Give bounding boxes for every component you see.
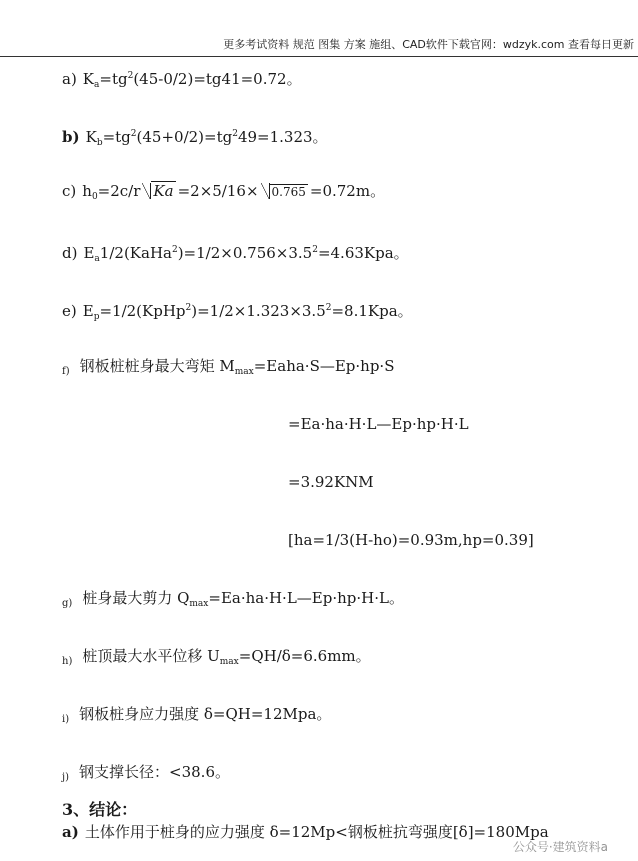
section-heading: 3、结论： bbox=[62, 800, 138, 819]
item-label: a) bbox=[62, 823, 79, 841]
sqrt-content: 0.765 bbox=[271, 185, 306, 199]
superscript: 2 bbox=[171, 245, 178, 255]
expr: 钢支撑长径：<38.6。 bbox=[79, 763, 230, 781]
item-label: a) bbox=[62, 70, 77, 88]
expr: =2c/r bbox=[97, 182, 141, 200]
formula-line-b bbox=[62, 124, 328, 153]
expr: 桩顶最大水平位移 U bbox=[82, 647, 220, 665]
var: h bbox=[82, 182, 92, 200]
expr: =4.63Kpa。 bbox=[317, 244, 409, 262]
item-label: b) bbox=[62, 128, 80, 146]
item-label: e) bbox=[62, 302, 77, 320]
superscript: 2 bbox=[312, 245, 318, 255]
expr: =8.1Kpa。 bbox=[331, 302, 413, 320]
expr: 钢板桩桩身最大弯矩 M bbox=[79, 357, 235, 375]
formula-line-last bbox=[62, 822, 549, 842]
expr: 1/2(KaHa bbox=[99, 244, 172, 262]
formula-line-e bbox=[62, 298, 413, 327]
expr: 49=1.323。 bbox=[237, 128, 328, 146]
subscript: p bbox=[93, 312, 100, 322]
superscript: 2 bbox=[127, 71, 134, 81]
sqrt-content: Ka bbox=[153, 182, 174, 200]
item-label: d) bbox=[62, 244, 78, 262]
sqrt-symbol bbox=[142, 181, 175, 201]
subscript: max bbox=[219, 657, 239, 667]
var: K bbox=[82, 70, 95, 88]
item-label: g) bbox=[62, 598, 73, 609]
superscript: 2 bbox=[325, 303, 332, 313]
item-label: h) bbox=[62, 656, 73, 667]
expr: =Ea·ha·H·L—Ep·hp·H·L。 bbox=[208, 589, 404, 607]
var: E bbox=[83, 244, 95, 262]
watermark: 公众号·建筑资料a bbox=[512, 840, 608, 854]
header-text: 更多考试资料 规范 图集 方案 施组、CAD软件下载官网：wdzyk.com 查看每日更新 bbox=[223, 38, 634, 51]
expr: =2×5/16× bbox=[177, 182, 259, 200]
expr: =tg bbox=[102, 128, 131, 146]
expr: (45+0/2)=tg bbox=[136, 128, 233, 146]
superscript: 2 bbox=[232, 129, 238, 139]
superscript: 2 bbox=[130, 129, 137, 139]
formula-line-f bbox=[62, 356, 394, 382]
item-label: c) bbox=[62, 182, 77, 200]
page-header bbox=[0, 34, 638, 57]
formula-line-f2: =Ea·ha·H·L—Ep·hp·H·L bbox=[288, 415, 469, 433]
subscript: 0 bbox=[91, 192, 98, 202]
subscript: a bbox=[94, 80, 100, 90]
subscript: max bbox=[189, 599, 209, 609]
formula-line-f3: =3.92KNM bbox=[288, 473, 374, 491]
item-label: f) bbox=[62, 366, 70, 377]
item-label: i) bbox=[62, 714, 70, 725]
expr: =QH/δ=6.6mm。 bbox=[238, 647, 371, 665]
expr: =tg bbox=[99, 70, 128, 88]
expr: (45-0/2)=tg41=0.72。 bbox=[133, 70, 302, 88]
expr: 钢板桩身应力强度 δ=QH=12Mpa。 bbox=[79, 705, 332, 723]
var: E bbox=[82, 302, 94, 320]
item-label: j) bbox=[62, 772, 70, 783]
formula-line-j bbox=[62, 762, 230, 785]
subscript: b bbox=[96, 138, 103, 148]
expr: =1/2(KpHp bbox=[99, 302, 186, 320]
expr: 土体作用于桩身的应力强度 δ=12Mp<钢板桩抗弯强度[δ]=180Mpa bbox=[84, 823, 549, 841]
expr: )=1/2×1.323×3.5 bbox=[191, 302, 326, 320]
formula-line-f4: [ha=1/3(H-ho)=0.93m,hp=0.39] bbox=[288, 531, 534, 549]
expr: )=1/2×0.756×3.5 bbox=[177, 244, 313, 262]
subscript: a bbox=[94, 254, 100, 264]
superscript: 2 bbox=[185, 303, 192, 313]
sqrt-symbol bbox=[261, 181, 308, 202]
formula-line-c bbox=[62, 181, 385, 207]
formula-line-d bbox=[62, 240, 409, 269]
formula-line-g bbox=[62, 588, 404, 614]
formula-line-h bbox=[62, 646, 371, 672]
formula-line-a bbox=[62, 66, 302, 95]
formula-line-i bbox=[62, 704, 331, 727]
var: K bbox=[85, 128, 97, 146]
expr: =Eaha·S—Ep·hp·S bbox=[253, 357, 395, 375]
subscript: max bbox=[234, 367, 254, 377]
expr: 桩身最大剪力 Q bbox=[82, 589, 190, 607]
expr: =0.72m。 bbox=[309, 182, 386, 200]
